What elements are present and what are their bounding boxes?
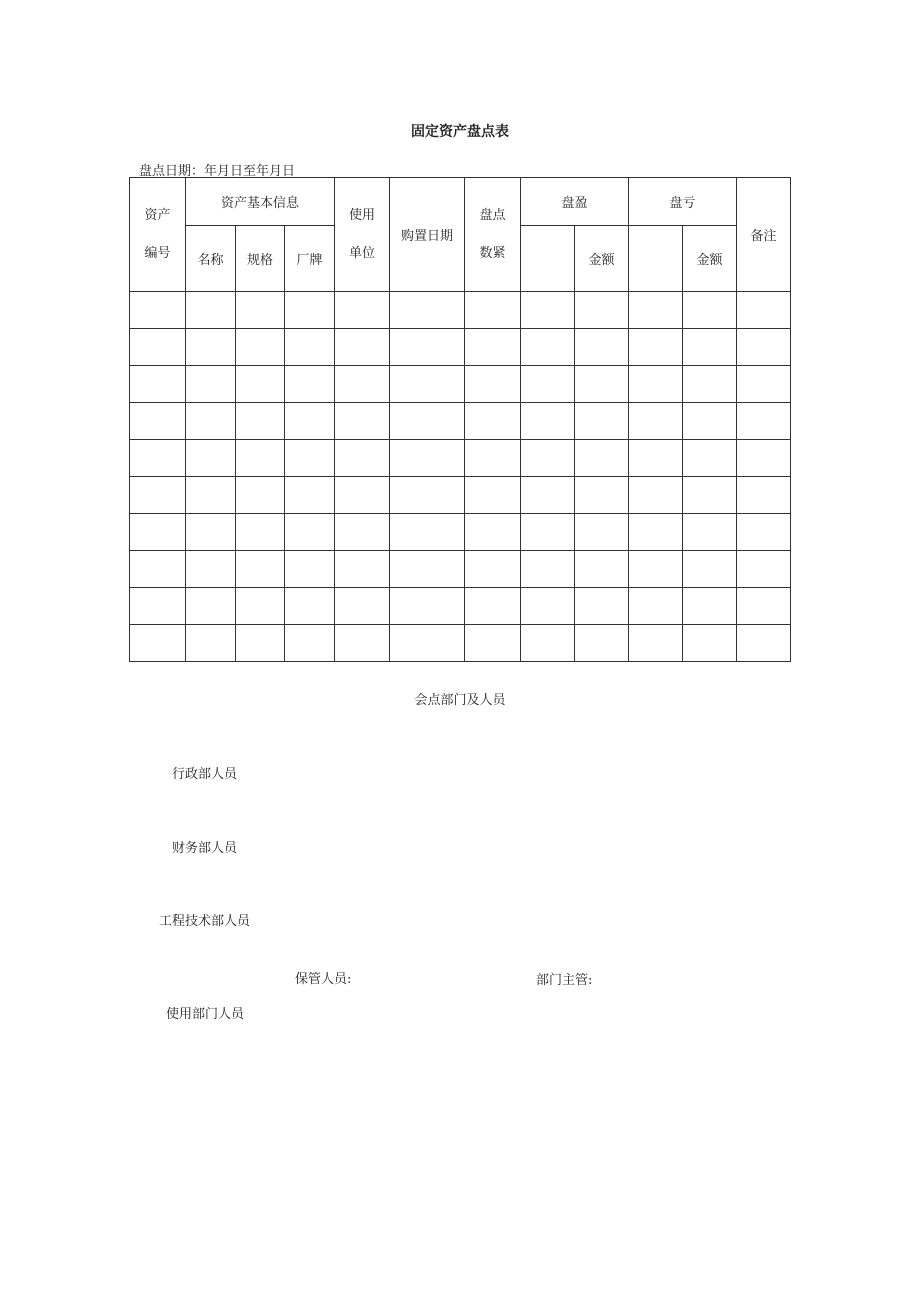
- table-cell: [683, 514, 737, 551]
- table-cell: [335, 329, 390, 366]
- header-deficit-qty: [629, 226, 683, 292]
- table-cell: [186, 588, 236, 625]
- table-cell: [737, 403, 791, 440]
- table-cell: [236, 292, 285, 329]
- table-cell: [130, 403, 186, 440]
- table-cell: [130, 292, 186, 329]
- table-cell: [629, 329, 683, 366]
- table-cell: [629, 403, 683, 440]
- table-cell: [575, 329, 629, 366]
- table-row: [130, 366, 791, 403]
- table-cell: [236, 440, 285, 477]
- table-cell: [285, 625, 335, 662]
- table-cell: [335, 477, 390, 514]
- table-cell: [465, 440, 521, 477]
- table-cell: [390, 329, 465, 366]
- table-cell: [521, 403, 575, 440]
- table-cell: [575, 625, 629, 662]
- table-cell: [629, 551, 683, 588]
- custodian-label: 保管人员:: [295, 972, 352, 987]
- table-cell: [521, 625, 575, 662]
- table-row: [130, 551, 791, 588]
- table-cell: [335, 588, 390, 625]
- table-cell: [575, 477, 629, 514]
- table-cell: [521, 366, 575, 403]
- table-cell: [285, 292, 335, 329]
- table-cell: [285, 329, 335, 366]
- table-cell: [390, 440, 465, 477]
- table-cell: [390, 514, 465, 551]
- table-cell: [186, 403, 236, 440]
- table-cell: [130, 329, 186, 366]
- table-cell: [465, 514, 521, 551]
- inventory-table: [129, 177, 791, 662]
- signature-section-title: 会点部门及人员: [414, 693, 506, 708]
- table-cell: [521, 329, 575, 366]
- table-cell: [186, 292, 236, 329]
- header-use-unit: 使用 单位: [335, 178, 390, 292]
- header-purchase-date: 购置日期: [390, 178, 465, 292]
- table-cell: [236, 477, 285, 514]
- header-name: 名称: [186, 226, 236, 292]
- table-cell: [683, 477, 737, 514]
- table-cell: [236, 588, 285, 625]
- table-cell: [186, 366, 236, 403]
- table-cell: [285, 588, 335, 625]
- header-surplus-qty: [521, 226, 575, 292]
- table-cell: [465, 588, 521, 625]
- header-spec: 规格: [236, 226, 285, 292]
- table-cell: [335, 403, 390, 440]
- table-cell: [465, 329, 521, 366]
- table-cell: [390, 625, 465, 662]
- table-cell: [390, 292, 465, 329]
- header-brand: 厂牌: [285, 226, 335, 292]
- table-cell: [575, 292, 629, 329]
- table-cell: [629, 588, 683, 625]
- table-cell: [737, 477, 791, 514]
- table-row: [130, 329, 791, 366]
- table-cell: [737, 588, 791, 625]
- using-department-staff-label: 使用部门人员: [166, 1007, 245, 1022]
- table-cell: [575, 366, 629, 403]
- table-cell: [390, 403, 465, 440]
- table-row: [130, 403, 791, 440]
- table-cell: [335, 625, 390, 662]
- table-cell: [629, 292, 683, 329]
- table-cell: [629, 440, 683, 477]
- table-cell: [285, 403, 335, 440]
- department-head-label: 部门主管:: [536, 973, 593, 988]
- table-cell: [575, 403, 629, 440]
- table-cell: [130, 440, 186, 477]
- table-cell: [737, 625, 791, 662]
- table-row: [130, 477, 791, 514]
- table-cell: [236, 514, 285, 551]
- table-cell: [130, 477, 186, 514]
- header-deficit: 盘亏: [629, 178, 737, 226]
- header-count-quantity: 盘点 数紧: [465, 178, 521, 292]
- table-cell: [683, 588, 737, 625]
- table-cell: [390, 588, 465, 625]
- table-cell: [465, 477, 521, 514]
- table-cell: [683, 551, 737, 588]
- header-asset-number: 资产 编号: [130, 178, 186, 292]
- table-cell: [575, 551, 629, 588]
- table-cell: [130, 514, 186, 551]
- header-deficit-amount: 金额: [683, 226, 737, 292]
- header-remarks: 备注: [737, 178, 791, 292]
- table-cell: [236, 403, 285, 440]
- table-cell: [186, 440, 236, 477]
- table-cell: [186, 329, 236, 366]
- table-cell: [683, 366, 737, 403]
- table-cell: [130, 588, 186, 625]
- table-cell: [629, 514, 683, 551]
- table-cell: [285, 477, 335, 514]
- table-cell: [575, 440, 629, 477]
- table-cell: [575, 588, 629, 625]
- header-basic-info: 资产基本信息: [186, 178, 335, 226]
- table-cell: [390, 551, 465, 588]
- table-cell: [335, 514, 390, 551]
- table-cell: [737, 366, 791, 403]
- table-cell: [521, 440, 575, 477]
- table-cell: [186, 625, 236, 662]
- table-cell: [521, 551, 575, 588]
- table-cell: [737, 329, 791, 366]
- table-cell: [683, 625, 737, 662]
- table-row: [130, 588, 791, 625]
- table-cell: [629, 366, 683, 403]
- table-cell: [737, 440, 791, 477]
- table-cell: [629, 625, 683, 662]
- table-cell: [236, 366, 285, 403]
- table-cell: [465, 366, 521, 403]
- table-cell: [236, 625, 285, 662]
- table-cell: [130, 625, 186, 662]
- table-cell: [465, 292, 521, 329]
- inventory-date-line: 盘点日期：年月日至年月日: [139, 164, 296, 179]
- table-cell: [390, 366, 465, 403]
- table-cell: [236, 329, 285, 366]
- table-cell: [737, 551, 791, 588]
- table-cell: [186, 477, 236, 514]
- table-cell: [683, 403, 737, 440]
- table-cell: [130, 366, 186, 403]
- table-cell: [465, 403, 521, 440]
- table-cell: [465, 625, 521, 662]
- page-title: 固定资产盘点表: [411, 124, 509, 140]
- table-cell: [737, 292, 791, 329]
- table-cell: [629, 477, 683, 514]
- header-surplus: 盘盈: [521, 178, 629, 226]
- table-cell: [683, 329, 737, 366]
- table-cell: [285, 366, 335, 403]
- table-cell: [465, 551, 521, 588]
- table-cell: [521, 292, 575, 329]
- table-cell: [575, 514, 629, 551]
- table-cell: [186, 551, 236, 588]
- table-cell: [521, 588, 575, 625]
- header-surplus-amount: 金额: [575, 226, 629, 292]
- table-cell: [737, 514, 791, 551]
- table-cell: [285, 514, 335, 551]
- table-row: [130, 440, 791, 477]
- table-cell: [683, 440, 737, 477]
- table-cell: [236, 551, 285, 588]
- engineering-staff-label: 工程技术部人员: [159, 914, 251, 929]
- table-cell: [285, 551, 335, 588]
- admin-staff-label: 行政部人员: [172, 767, 238, 782]
- table-cell: [335, 366, 390, 403]
- table-cell: [521, 514, 575, 551]
- table-row: [130, 514, 791, 551]
- table-cell: [335, 551, 390, 588]
- table-row: [130, 625, 791, 662]
- table-cell: [285, 440, 335, 477]
- table-cell: [683, 292, 737, 329]
- table-cell: [390, 477, 465, 514]
- table-cell: [186, 514, 236, 551]
- table-cell: [335, 292, 390, 329]
- table-row: [130, 292, 791, 329]
- table-cell: [335, 440, 390, 477]
- table-cell: [521, 477, 575, 514]
- finance-staff-label: 财务部人员: [172, 841, 238, 856]
- table-cell: [130, 551, 186, 588]
